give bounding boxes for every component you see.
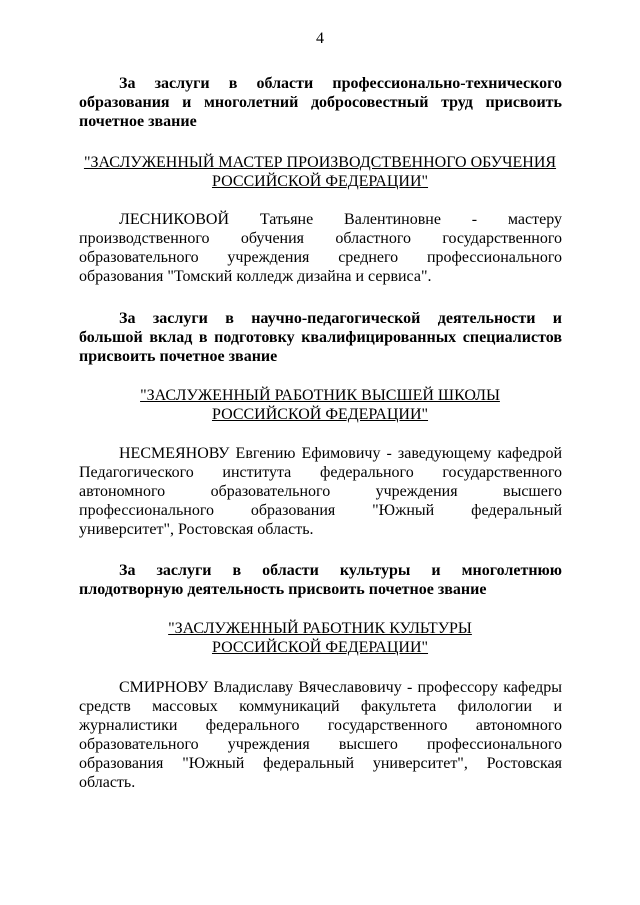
award-title-1 — [0, 153, 640, 191]
awardee-2: НЕСМЕЯНОВУ Евгению Ефимовичу - заведующему кафедрой Педагогического института федерального государственного автономного образовательного учреждения высшего профессионального образования "Южный федеральный университет", Ростовская область. — [79, 445, 562, 538]
award-title-3-line1: "ЗАСЛУЖЕННЫЙ РАБОТНИК КУЛЬТУРЫ — [168, 620, 472, 637]
award-title-2-line2: РОССИЙСКОЙ ФЕДЕРАЦИИ" — [211, 406, 429, 423]
award-title-1-line1: "ЗАСЛУЖЕННЫЙ МАСТЕР ПРОИЗВОДСТВЕННОГО ОБУЧЕНИЯ — [83, 154, 557, 171]
award-title-3 — [0, 619, 640, 657]
award-title-2-line1: "ЗАСЛУЖЕННЫЙ РАБОТНИК ВЫСШЕЙ ШКОЛЫ — [140, 387, 500, 404]
page-number: 4 — [316, 30, 324, 47]
award-intro-2: За заслуги в научно-педагогической деятельности и большой вклад в подготовку квалифицированных специалистов присвоить почетное звание — [79, 310, 562, 365]
award-title-3-line2: РОССИЙСКОЙ ФЕДЕРАЦИИ" — [211, 639, 429, 656]
award-intro-1: За заслуги в области профессионально-технического образования и многолетний добросовестный труд присвоить почетное звание — [79, 75, 562, 130]
award-title-2 — [0, 386, 640, 424]
awardee-3: СМИРНОВУ Владиславу Вячеславовичу - профессору кафедры средств массовых коммуникаций факультета филологии и журналистики федерального государственного автономного образовательного учреждения высшего профессионального образования "Южный федеральный университет", Ростовская область. — [79, 679, 562, 791]
awardee-1: ЛЕСНИКОВОЙ Татьяне Валентиновне - мастеру производственного обучения областного государственного образовательного учреждения среднего профессионального образования "Томский колледж дизайна и сервиса". — [79, 211, 562, 285]
award-intro-3: За заслуги в области культуры и многолетнюю плодотворную деятельность присвоить почетное звание — [79, 562, 562, 598]
award-title-1-line2: РОССИЙСКОЙ ФЕДЕРАЦИИ" — [211, 173, 429, 190]
